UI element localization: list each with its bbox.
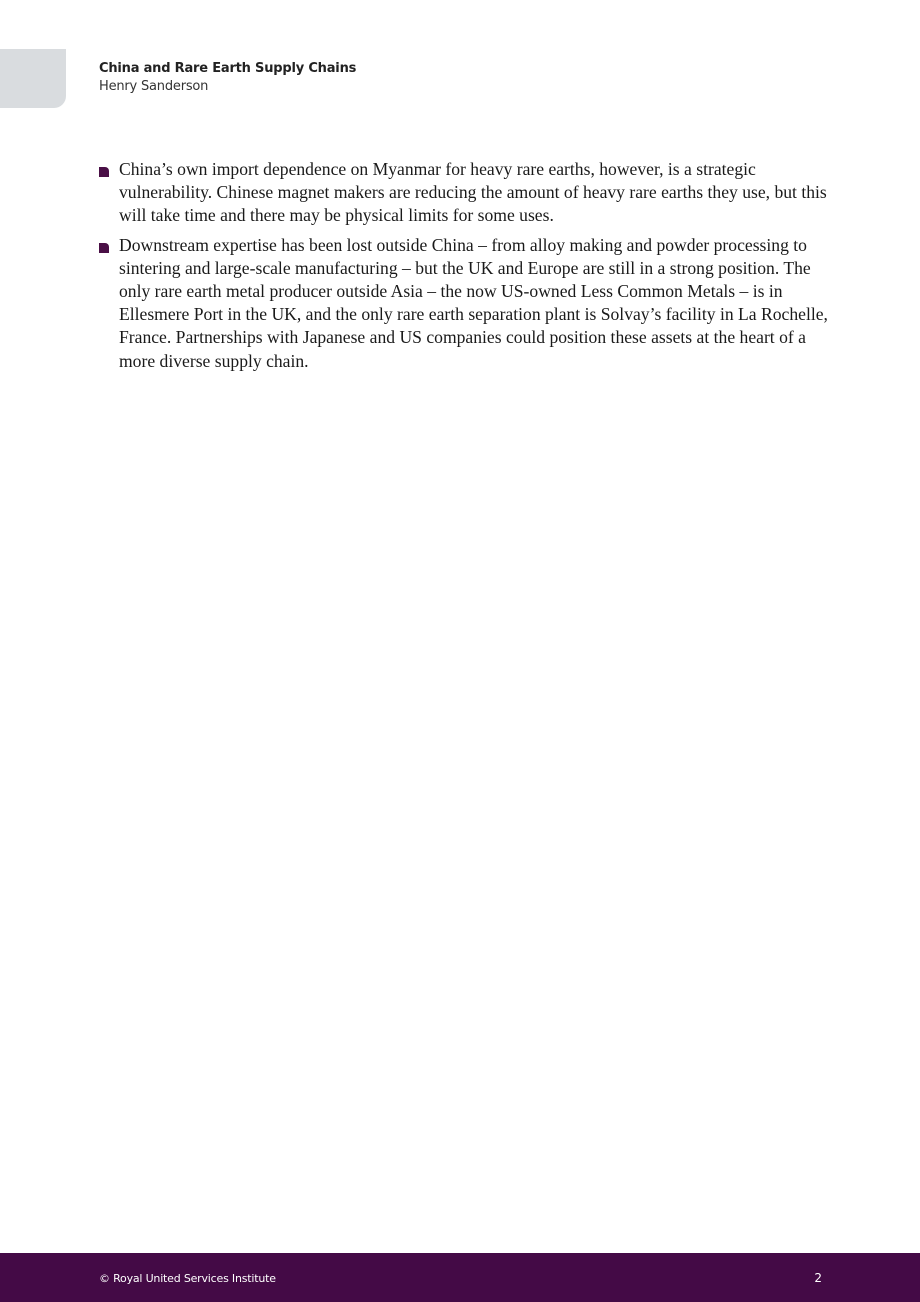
bullet-text: Downstream expertise has been lost outside China – from alloy making and powder processing to sintering and large-scale manufacturing – but the UK and Europe are still in a strong position. The only rare earth metal producer outside Asia – the now US-owned Less Common Metals – is in Ellesmere Port in the UK, and the only rare earth separation plant is Solvay’s facility in La Rochelle, France. Partnerships with Japanese and US companies could position these assets at the heart of a more diverse supply chain. [119, 234, 828, 371]
document-author: Henry Sanderson [99, 79, 209, 94]
running-header [99, 60, 356, 96]
page-number: 2 [814, 1271, 822, 1285]
bullet-text: China’s own import dependence on Myanmar for heavy rare earths, however, is a strategic vulnerability. Chinese magnet makers are reducing the amount of heavy rare earths they use, but this will take time and there may be physical limits for some uses. [119, 159, 827, 226]
corner-tab [0, 49, 66, 108]
bullet-list [99, 158, 829, 379]
bullet-marker-icon [99, 167, 109, 177]
copyright-notice: © Royal United Services Institute [99, 1272, 276, 1285]
bullet-marker-icon [99, 243, 109, 253]
bullet-item [99, 158, 829, 228]
page-footer [0, 1253, 920, 1302]
bullet-item [99, 234, 829, 373]
document-title: China and Rare Earth Supply Chains [99, 61, 357, 76]
